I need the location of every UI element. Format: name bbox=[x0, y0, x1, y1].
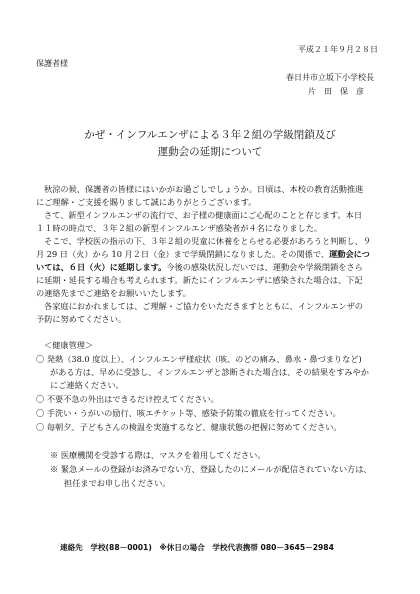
circle-bullet-icon: 〇 bbox=[36, 354, 45, 364]
body-p3-line2 bbox=[36, 248, 370, 260]
body-p3-line5: の連絡先までご連絡をお願いいたします。 bbox=[36, 288, 191, 298]
body-p3-line3 bbox=[36, 261, 363, 273]
postponement-notice-end: いては、６日（火）に延期します。 bbox=[36, 262, 167, 272]
health-heading: ＜健康管理＞ bbox=[44, 340, 94, 350]
body-p3-line3-text: 今後の感染状況しだいでは、運動会や学級閉鎖をさら bbox=[166, 262, 363, 272]
title-line-2: 運動会の延期について bbox=[157, 146, 263, 158]
note-2 bbox=[50, 463, 372, 475]
note-2-line1: 緊急メールの登録がお済みでない方、登録したのにメールが配信されていない方は、 bbox=[60, 464, 372, 474]
health-bullet-4 bbox=[36, 421, 342, 433]
circle-bullet-icon: 〇 bbox=[36, 408, 45, 418]
health-bullet-2 bbox=[36, 393, 219, 405]
health-bullet-4-text: 毎朝夕、子どもさんの検温を実施するなど、健康状態の把握に努めてください。 bbox=[46, 422, 342, 432]
body-p1-line1: 秋涼の候、保護者の皆様にはいかがお過ごしでしょうか。日頃は、本校の教育活動推進 bbox=[44, 184, 364, 194]
body-p4-line2: 予防に努めてください。 bbox=[36, 314, 127, 324]
note-1-text: 医療機関を受診する際は、マスクを着用してください。 bbox=[60, 450, 266, 460]
contact-info: 連絡先 学校(88－0001) ※休日の場合 学校代表携帯 080－3645－2984 bbox=[60, 543, 334, 552]
health-bullet-1 bbox=[36, 353, 362, 365]
body-p3-line1: そこで、学校医の指示の下、３年２組の児童に休養をとらせる必要があろうと判断し、９ bbox=[44, 236, 372, 246]
title-line-1: かぜ・インフルエンザによる３年２組の学級閉鎖及び bbox=[84, 129, 336, 141]
body-p4-line1: 各家庭におかれましては、ご理解・ご協力をいただきますとともに、インフルエンザの bbox=[44, 301, 363, 311]
health-bullet-1-line2: がある方は、早めに受診し、インフルエンザと診断された場合は、その結果をすみやか bbox=[50, 367, 369, 377]
body-p1-line2: にご理解・ご支援を賜りまして誠にありがとうございます。 bbox=[36, 197, 257, 207]
sender-principal: 片 田 保 彦 bbox=[308, 87, 364, 96]
note-mark: ※ bbox=[50, 450, 59, 460]
sender-school: 春日井市立坂下小学校長 bbox=[286, 73, 374, 82]
body-p2-line1: さて、新型インフルエンザの流行で、お子様の健康面にご心配のことと存じます。本日 bbox=[44, 210, 363, 220]
health-bullet-2-text: 不要不急の外出はできるだけ控えてください。 bbox=[46, 394, 219, 404]
health-bullet-3-text: 手洗い・うがいの励行、咳エチケット等、感染予防策の徹底を行ってください。 bbox=[46, 408, 341, 418]
postponement-notice-start: 運動会につ bbox=[329, 249, 370, 259]
note-mark: ※ bbox=[50, 464, 59, 474]
date: 平成２１年９月２８日 bbox=[298, 45, 378, 54]
circle-bullet-icon: 〇 bbox=[36, 394, 45, 404]
circle-bullet-icon: 〇 bbox=[36, 422, 45, 432]
body-p2-line2: １１時の時点で、３年２組の新型インフルエンザ感染者が４名になりました。 bbox=[36, 223, 323, 233]
health-bullet-1-line1: 発熱（38.0 度以上）、インフルエンザ様症状（咳、のどの痛み、鼻水・鼻づまりなど) bbox=[46, 354, 362, 364]
note-1 bbox=[50, 449, 266, 461]
health-bullet-3 bbox=[36, 407, 341, 419]
health-bullet-1-line3: にご連絡ください。 bbox=[50, 380, 124, 390]
note-2-line2: 担任までお申し出ください。 bbox=[64, 478, 171, 488]
recipient: 保護者様 bbox=[36, 59, 68, 68]
body-p3-line2-text: 月 29 日（火）から 10 月２日（金）まで学級閉鎖になりました。その関係で、 bbox=[36, 249, 330, 259]
body-p3-line4: に延期・延長する場合も考えられます。新たにインフルエンザに感染された場合は、下記 bbox=[36, 275, 363, 285]
